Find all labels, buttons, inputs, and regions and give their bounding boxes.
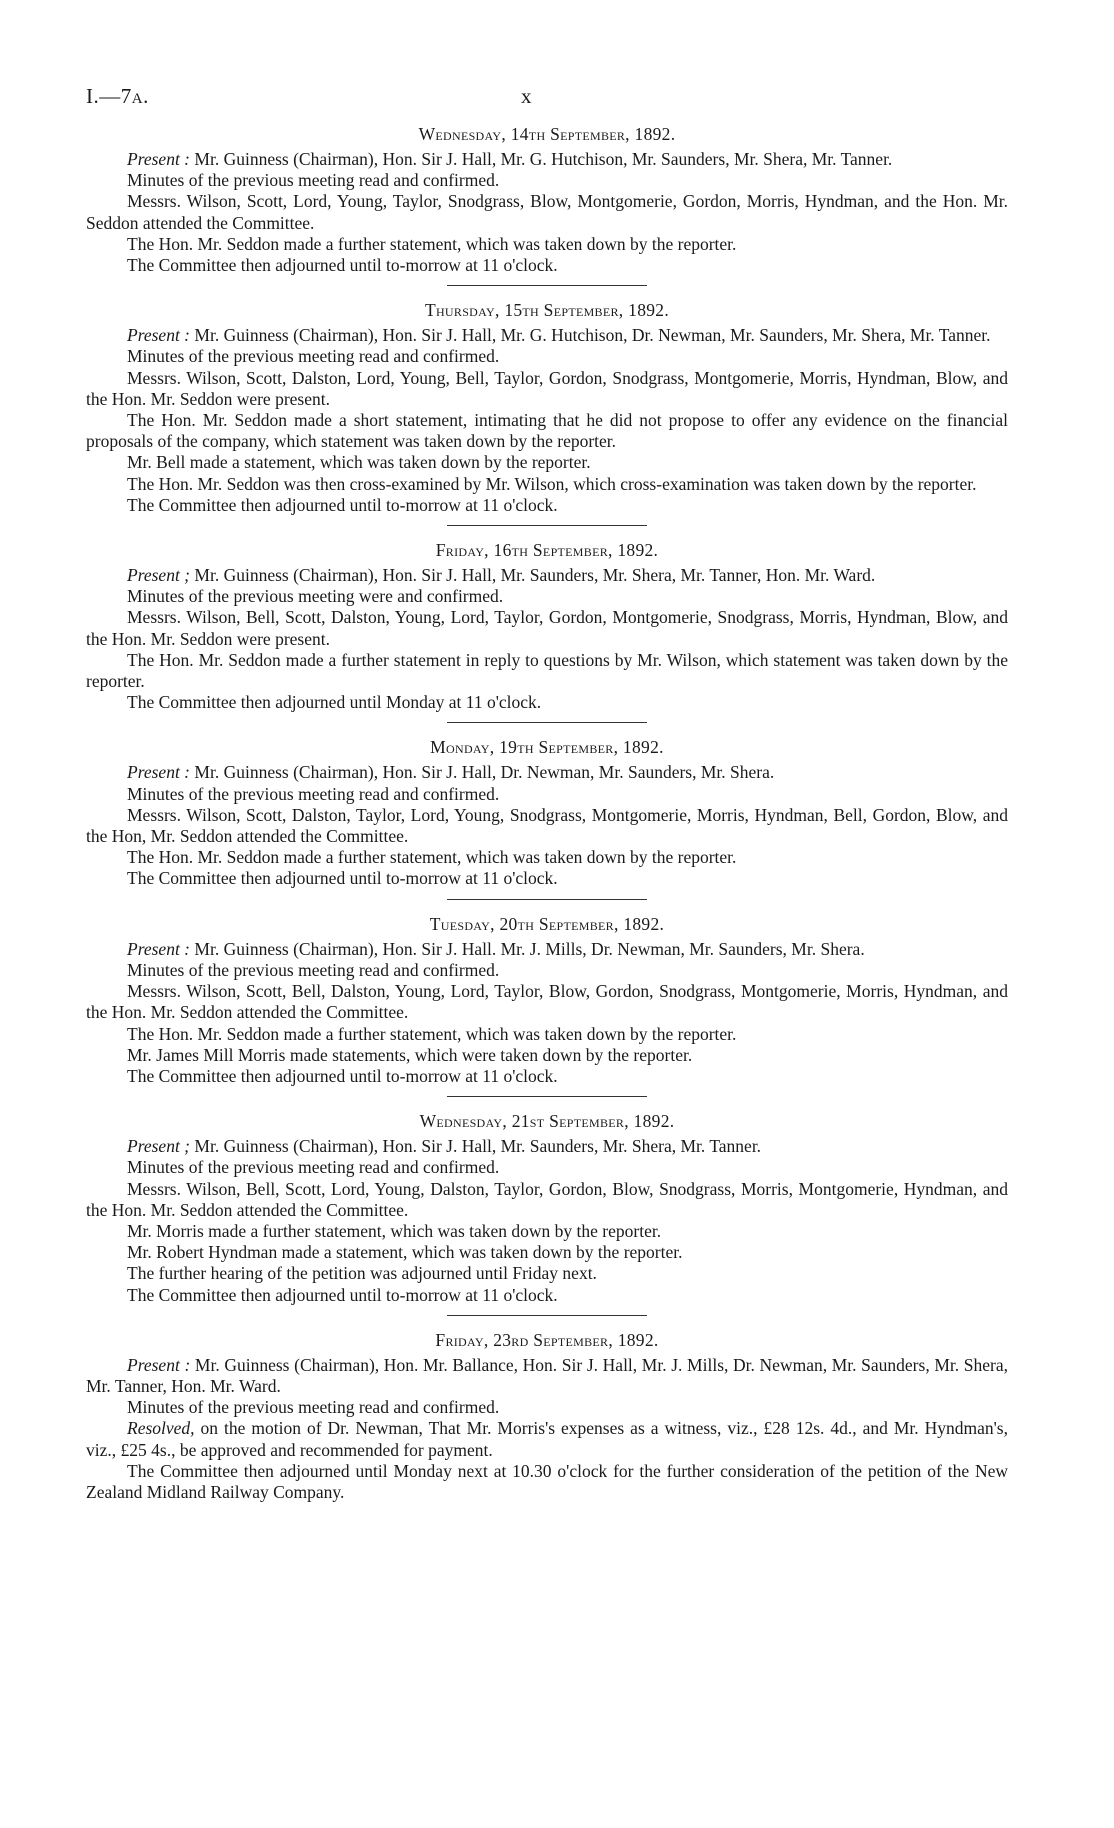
paragraph-text: The Committee then adjourned until Monday next at 10.30 o'clock for the further consideration of the petition of the New Zealand Midland Railway Company. — [86, 1460, 1008, 1502]
section-divider — [447, 285, 647, 286]
section-divider — [447, 899, 647, 900]
minutes-paragraph — [86, 960, 1008, 981]
paragraph-lead: Present : — [127, 149, 191, 169]
paragraph-text: on the motion of Dr. Newman, That Mr. Morris's expenses as a witness, viz., £28 12s. 4d., and Mr. Hyndman's, viz., £25 4s., be approved and recommended for payment. — [86, 1418, 1008, 1460]
paragraph-text: Minutes of the previous meeting read and confirmed. — [127, 170, 500, 191]
document-page — [86, 84, 1008, 1503]
paragraph-text: The Committee then adjourned until to-morrow at 11 o'clock. — [127, 868, 558, 889]
paragraph-text: Mr. Guinness (Chairman), Hon. Sir J. Hall, Mr. Saunders, Mr. Shera, Mr. Tanner, Hon. Mr. Ward. — [190, 565, 876, 586]
minutes-paragraph — [86, 586, 1008, 607]
paragraph-text: The Committee then adjourned until to-morrow at 11 o'clock. — [127, 1284, 558, 1305]
minutes-paragraph — [86, 1045, 1008, 1066]
paragraph-text: Minutes of the previous meeting read and confirmed. — [127, 783, 500, 804]
minutes-paragraph — [86, 1221, 1008, 1242]
minutes-paragraph — [86, 346, 1008, 367]
minutes-paragraph — [86, 1024, 1008, 1045]
paragraph-text: The Committee then adjourned until to-morrow at 11 o'clock. — [127, 1065, 558, 1086]
paragraph-text: Mr. Guinness (Chairman), Hon. Sir J. Hall, Dr. Newman, Mr. Saunders, Mr. Shera. — [190, 762, 775, 783]
paragraph-text: Mr. Guinness (Chairman), Hon. Sir J. Hall, Mr. Saunders, Mr. Shera, Mr. Tanner. — [190, 1136, 762, 1157]
section-divider — [447, 1096, 647, 1097]
minutes-paragraph — [86, 1397, 1008, 1418]
minutes-paragraph — [86, 234, 1008, 255]
meeting-entry — [86, 737, 1008, 889]
paragraph-text: The Committee then adjourned until to-morrow at 11 o'clock. — [127, 255, 558, 276]
paragraph-text: Minutes of the previous meeting read and confirmed. — [127, 1397, 500, 1418]
paragraph-text: The Hon. Mr. Seddon made a further statement, which was taken down by the reporter. — [127, 233, 737, 254]
minutes-paragraph — [86, 495, 1008, 516]
minutes-paragraph — [86, 692, 1008, 713]
paragraph-text: Mr. Bell made a statement, which was taken down by the reporter. — [127, 452, 591, 473]
paragraph-text: Mr. Morris made a further statement, which was taken down by the reporter. — [127, 1220, 662, 1241]
page-number: x — [521, 84, 532, 108]
paper-reference — [86, 84, 149, 109]
minutes-paragraph — [86, 981, 1008, 1023]
section-divider — [447, 1315, 647, 1316]
meeting-date-heading: Friday, 16th September, 1892. — [435, 540, 659, 561]
paragraph-lead: Present ; — [127, 1136, 191, 1157]
minutes-paragraph — [86, 1179, 1008, 1221]
minutes-paragraph — [86, 410, 1008, 452]
paragraph-text: Messrs. Wilson, Scott, Bell, Dalston, Young, Lord, Taylor, Blow, Gordon, Snodgrass, Montgomerie, Morris, Hyndman, and the Hon. Mr. Seddon attended the Committee. — [86, 981, 1008, 1023]
meeting-date-heading: Tuesday, 20th September, 1892. — [429, 913, 665, 934]
meeting-entry — [86, 1111, 1008, 1306]
paragraph-text: Minutes of the previous meeting read and confirmed. — [127, 346, 500, 367]
paragraph-text: The Hon. Mr. Seddon was then cross-examined by Mr. Wilson, which cross-examination was taken down by the reporter. — [127, 473, 977, 494]
minutes-paragraph — [86, 1285, 1008, 1306]
paragraph-text: Messrs. Wilson, Scott, Dalston, Lord, Young, Bell, Taylor, Gordon, Snodgrass, Montgomerie, Morris, Hyndman, Blow, and the Hon. Mr. Seddon were present. — [86, 367, 1008, 409]
paragraph-text: The Hon. Mr. Seddon made a further statement, which was taken down by the reporter. — [127, 847, 737, 868]
minutes-paragraph — [86, 474, 1008, 495]
minutes-paragraph — [86, 1355, 1008, 1397]
minutes-entries — [86, 124, 1008, 1503]
paragraph-text: Mr. Guinness (Chairman), Hon. Sir J. Hall, Mr. G. Hutchison, Dr. Newman, Mr. Saunders, Mr. Shera, Mr. Tanner. — [190, 325, 991, 346]
minutes-paragraph — [86, 1157, 1008, 1178]
paper-reference-suffix: a. — [131, 84, 149, 108]
meeting-entry — [86, 124, 1008, 276]
minutes-paragraph — [86, 1418, 1008, 1460]
paragraph-lead: Present ; — [127, 565, 191, 586]
minutes-paragraph — [86, 149, 1008, 170]
minutes-paragraph — [86, 939, 1008, 960]
paragraph-text: Mr. Guinness (Chairman), Hon. Sir J. Hall, Mr. G. Hutchison, Mr. Saunders, Mr. Shera, Mr. Tanner. — [190, 149, 893, 169]
paragraph-lead: Present : — [127, 762, 191, 783]
minutes-paragraph — [86, 1066, 1008, 1087]
paragraph-text: The Committee then adjourned until Monday at 11 o'clock. — [127, 692, 542, 713]
paragraph-lead: Resolved, — [127, 1418, 195, 1439]
minutes-paragraph — [86, 565, 1008, 586]
meeting-date-heading: Wednesday, 14th September, 1892. — [418, 124, 676, 144]
paragraph-text: Minutes of the previous meeting read and confirmed. — [127, 959, 500, 980]
paragraph-text: Mr. James Mill Morris made statements, which were taken down by the reporter. — [127, 1044, 693, 1065]
section-divider — [447, 525, 647, 526]
minutes-paragraph — [86, 805, 1008, 847]
paragraph-text: The Committee then adjourned until to-morrow at 11 o'clock. — [127, 494, 558, 515]
paragraph-text: Messrs. Wilson, Bell, Scott, Dalston, Young, Lord, Taylor, Gordon, Montgomerie, Snodgrass, Morris, Hyndman, Blow, and the Hon. Mr. Seddon were present. — [86, 607, 1008, 649]
section-divider — [447, 722, 647, 723]
paragraph-text: The further hearing of the petition was adjourned until Friday next. — [127, 1263, 597, 1284]
paragraph-text: Mr. Robert Hyndman made a statement, which was taken down by the reporter. — [127, 1242, 683, 1263]
paragraph-text: Messrs. Wilson, Bell, Scott, Lord, Young, Dalston, Taylor, Gordon, Blow, Snodgrass, Morris, Montgomerie, Hyndman, and the Hon. Mr. Seddon attended the Committee. — [86, 1178, 1008, 1220]
paragraph-lead: Present : — [127, 938, 191, 959]
minutes-paragraph — [86, 1136, 1008, 1157]
paragraph-text: Minutes of the previous meeting were and confirmed. — [127, 586, 504, 607]
paragraph-lead: Present : — [127, 325, 191, 346]
minutes-paragraph — [86, 847, 1008, 868]
minutes-paragraph — [86, 650, 1008, 692]
meeting-date-heading: Thursday, 15th September, 1892. — [424, 300, 670, 321]
minutes-paragraph — [86, 784, 1008, 805]
paragraph-text: Minutes of the previous meeting read and confirmed. — [127, 1157, 500, 1178]
paragraph-lead: Present : — [127, 1354, 191, 1375]
meeting-date-heading: Wednesday, 21st September, 1892. — [419, 1111, 675, 1132]
meeting-entry — [86, 1330, 1008, 1503]
minutes-paragraph — [86, 325, 1008, 346]
paragraph-text: Messrs. Wilson, Scott, Dalston, Taylor, Lord, Young, Snodgrass, Montgomerie, Morris, Hyndman, Bell, Gordon, Blow, and the Hon, Mr. Seddon attended the Committee. — [86, 804, 1008, 847]
minutes-paragraph — [86, 255, 1008, 276]
minutes-paragraph — [86, 191, 1008, 233]
paragraph-text: Mr. Guinness (Chairman), Hon. Mr. Ballance, Hon. Sir J. Hall, Mr. J. Mills, Dr. Newman, Mr. Saunders, Mr. Shera, Mr. Tanner, Hon. Mr. Ward. — [86, 1354, 1008, 1396]
minutes-paragraph — [86, 1242, 1008, 1263]
meeting-date-heading: Friday, 23rd September, 1892. — [435, 1329, 659, 1350]
paragraph-text: The Hon. Mr. Seddon made a further statement, which was taken down by the reporter. — [127, 1023, 737, 1044]
minutes-paragraph — [86, 762, 1008, 783]
meeting-entry — [86, 300, 1008, 516]
paragraph-text: Mr. Guinness (Chairman), Hon. Sir J. Hall. Mr. J. Mills, Dr. Newman, Mr. Saunders, Mr. Shera. — [190, 938, 865, 959]
meeting-date-heading: Monday, 19th September, 1892. — [430, 737, 664, 758]
paragraph-text: The Hon. Mr. Seddon made a short statement, intimating that he did not propose to offer any evidence on the financial proposals of the company, which statement was taken down by the reporter. — [86, 410, 1008, 452]
minutes-paragraph — [86, 368, 1008, 410]
paper-reference-main: I.—7 — [86, 84, 132, 108]
minutes-paragraph — [86, 1461, 1008, 1503]
meeting-entry — [86, 914, 1008, 1087]
paragraph-text: The Hon. Mr. Seddon made a further statement in reply to questions by Mr. Wilson, which statement was taken down by the reporter. — [86, 649, 1008, 692]
minutes-paragraph — [86, 170, 1008, 191]
meeting-entry — [86, 540, 1008, 713]
minutes-paragraph — [86, 452, 1008, 473]
minutes-paragraph — [86, 1263, 1008, 1284]
minutes-paragraph — [86, 607, 1008, 649]
page-header — [86, 84, 1008, 124]
minutes-paragraph — [86, 868, 1008, 889]
paragraph-text: Messrs. Wilson, Scott, Lord, Young, Taylor, Snodgrass, Blow, Montgomerie, Gordon, Morris, Hyndman, and the Hon. Mr. Seddon attended the Committee. — [86, 191, 1008, 233]
